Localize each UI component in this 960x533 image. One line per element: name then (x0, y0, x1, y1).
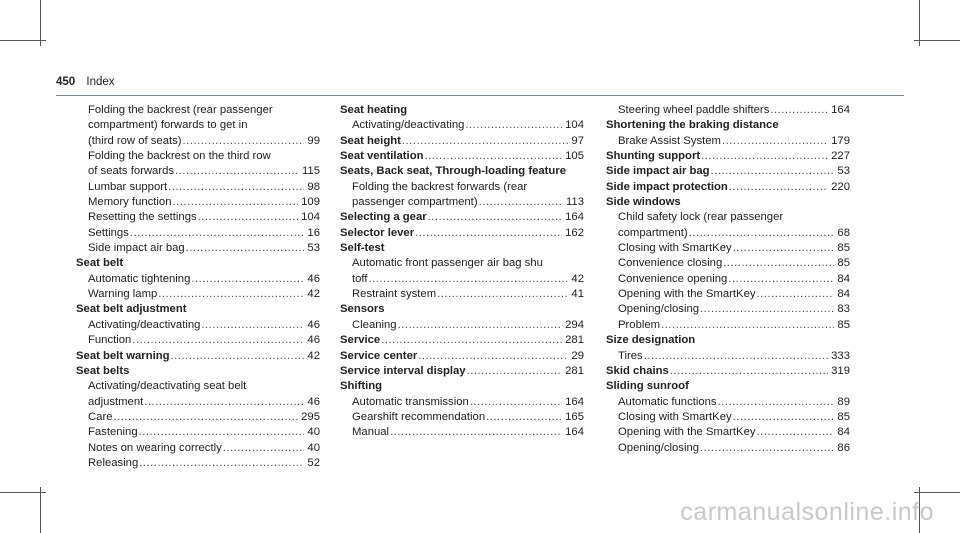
dot-leader (418, 349, 568, 364)
index-subentry (76, 226, 320, 241)
dot-leader (757, 425, 835, 440)
dot-leader (158, 287, 304, 302)
index-continuation: Folding the backrest (rear passenger (88, 104, 273, 116)
entry-label: Lumbar support (88, 180, 168, 193)
index-subentry (76, 180, 320, 195)
index-subentry (606, 134, 850, 149)
index-heading: Size designation (606, 334, 696, 347)
index-heading: Seat belt adjustment (76, 303, 187, 316)
dot-leader (132, 333, 304, 348)
entry-label: passenger compartment) (352, 196, 478, 209)
dot-leader (670, 364, 828, 379)
index-subentry (340, 318, 584, 333)
page-reference[interactable]: 89 (837, 395, 850, 408)
page-reference[interactable]: 165 (565, 410, 584, 423)
index-entry (606, 164, 850, 179)
index-subentry (340, 195, 584, 210)
index-entry (340, 134, 584, 149)
page-reference[interactable]: 42 (307, 288, 320, 301)
page-reference[interactable]: 281 (565, 334, 584, 347)
index-continuation: Folding the backrest forwards (rear (352, 180, 528, 193)
page-reference[interactable]: 16 (307, 226, 320, 239)
index-subentry (606, 318, 850, 333)
index-subentry (340, 287, 584, 302)
entry-label: Steering wheel paddle shifters (618, 104, 770, 116)
entry-label: Settings (88, 226, 129, 239)
index-subentry (76, 456, 320, 471)
index-subentry (76, 425, 320, 440)
entry-label: of seats forwards (88, 165, 175, 178)
dot-leader (425, 149, 563, 164)
index-subentry (76, 441, 320, 456)
page-reference[interactable]: 85 (837, 410, 850, 423)
entry-label: Convenience opening (618, 272, 728, 285)
index-subentry (606, 226, 850, 241)
page-reference[interactable]: 220 (831, 180, 850, 193)
page-reference[interactable]: 46 (307, 395, 320, 408)
page-reference[interactable]: 40 (307, 426, 320, 439)
watermark: carmanualsonline.info (680, 498, 934, 526)
entry-label: Opening with the SmartKey (618, 288, 756, 301)
index-subentry (76, 134, 320, 149)
entry-label: Resetting the settings (88, 211, 197, 224)
page-reference[interactable]: 41 (571, 288, 584, 301)
dot-leader (723, 256, 834, 271)
entry-label: Seat belt warning (76, 349, 170, 362)
index-entry (340, 333, 584, 348)
index-entry (340, 349, 584, 364)
page-number: 450 (56, 76, 76, 88)
dot-leader (722, 134, 828, 149)
dot-leader (201, 318, 304, 333)
crop-mark (914, 492, 960, 493)
page-reference[interactable]: 84 (837, 426, 850, 439)
entry-label: Care (88, 410, 113, 423)
entry-label: Function (88, 334, 132, 347)
index-subentry (340, 272, 584, 287)
page-reference[interactable]: 53 (837, 165, 850, 178)
dot-leader (415, 226, 562, 241)
dot-leader (718, 395, 835, 410)
index-heading: Side windows (606, 196, 681, 209)
dot-leader (700, 441, 834, 456)
dot-leader (369, 272, 569, 287)
index-continuation: Activating/deactivating seat belt (88, 380, 247, 393)
entry-label: Side impact protection (606, 180, 728, 193)
dot-leader (467, 364, 563, 379)
index-subentry (340, 118, 584, 133)
index-heading: Sensors (340, 303, 385, 316)
index-heading: Shortening the braking distance (606, 119, 779, 132)
index-column-3 (606, 103, 850, 456)
index-subentry (76, 318, 320, 333)
dot-leader (733, 241, 835, 256)
entry-label: Skid chains (606, 364, 669, 377)
index-subentry (606, 103, 850, 118)
entry-label: Selector lever (340, 226, 415, 239)
dot-leader (402, 134, 569, 149)
crop-mark (0, 492, 46, 493)
page-reference[interactable]: 83 (837, 303, 850, 316)
page-reference[interactable]: 333 (831, 349, 850, 362)
index-subentry (606, 395, 850, 410)
page-reference[interactable]: 115 (301, 165, 320, 178)
dot-leader (711, 164, 835, 179)
index-column-2 (340, 103, 584, 441)
dot-leader (130, 226, 305, 241)
page-reference[interactable]: 113 (565, 196, 584, 209)
dot-leader (183, 134, 305, 149)
index-heading: Self-test (340, 242, 385, 255)
index-subentry (606, 272, 850, 287)
entry-label: Releasing (88, 456, 139, 469)
dot-leader (398, 318, 563, 333)
entry-label: Fastening (88, 426, 138, 439)
dot-leader (223, 441, 305, 456)
page-reference[interactable]: 162 (565, 226, 584, 239)
index-heading: Seat belts (76, 364, 130, 377)
dot-leader (144, 395, 304, 410)
index-subentry (340, 395, 584, 410)
entry-label: Closing with SmartKey (618, 410, 732, 423)
dot-leader (168, 180, 304, 195)
entry-label: compartment) (618, 226, 688, 239)
entry-label: Problem (618, 318, 661, 331)
index-subentry (76, 272, 320, 287)
page-reference[interactable]: 97 (571, 134, 584, 147)
page-reference[interactable]: 42 (307, 349, 320, 362)
dot-leader (465, 118, 562, 133)
dot-leader (661, 318, 834, 333)
index-subentry (76, 287, 320, 302)
dot-leader (700, 302, 834, 317)
entry-label: Activating/deactivating (88, 318, 201, 331)
index-entry (340, 149, 584, 164)
index-subentry (76, 410, 320, 425)
entry-label: Side impact air bag (606, 165, 710, 178)
index-subentry (76, 241, 320, 256)
dot-leader (479, 195, 563, 210)
dot-leader (701, 149, 828, 164)
index-entry (606, 364, 850, 379)
entry-label: adjustment (88, 395, 144, 408)
dot-leader (728, 272, 834, 287)
index-subentry (606, 287, 850, 302)
dot-leader (139, 456, 304, 471)
entry-label: Automatic tightening (88, 272, 191, 285)
dot-leader (486, 410, 562, 425)
index-heading: Shifting (340, 380, 383, 393)
page-reference[interactable]: 46 (307, 318, 320, 331)
page-reference[interactable]: 84 (837, 288, 850, 301)
page-reference[interactable]: 85 (837, 318, 850, 331)
index-subentry (606, 256, 850, 271)
page-reference[interactable]: 53 (307, 242, 320, 255)
entry-label: Opening/closing (618, 303, 700, 316)
index-entry (606, 149, 850, 164)
dot-leader (428, 210, 562, 225)
entry-label: Side impact air bag (88, 242, 185, 255)
page-reference[interactable]: 99 (307, 134, 320, 147)
page-reference[interactable]: 46 (307, 272, 320, 285)
page-reference[interactable]: 105 (565, 150, 584, 163)
page-reference[interactable]: 179 (831, 134, 850, 147)
page-reference[interactable]: 84 (837, 272, 850, 285)
dot-leader (470, 395, 562, 410)
index-entry (340, 210, 584, 225)
index-entry (340, 226, 584, 241)
page-reference[interactable]: 85 (837, 242, 850, 255)
index-continuation: Automatic front passenger air bag shu (352, 257, 543, 270)
entry-label: Automatic transmission (352, 395, 469, 408)
dot-leader (390, 425, 562, 440)
page-header (56, 76, 115, 88)
dot-leader (437, 287, 568, 302)
page-reference[interactable]: 85 (837, 257, 850, 270)
index-entry (340, 364, 584, 379)
index-subentry (606, 302, 850, 317)
page-reference[interactable]: 164 (831, 104, 850, 116)
index-subentry (606, 349, 850, 364)
index-heading-label: Seats, (340, 165, 374, 178)
dot-leader (173, 195, 299, 210)
entry-label: toff (352, 272, 368, 285)
dot-leader (191, 272, 304, 287)
dot-leader (644, 349, 828, 364)
entry-label: Automatic functions (618, 395, 717, 408)
dot-leader (198, 210, 299, 225)
dot-leader (381, 333, 562, 348)
index-heading: Seat belt (76, 257, 124, 270)
entry-label: Closing with SmartKey (618, 242, 732, 255)
dot-leader (114, 410, 299, 425)
entry-label: (third row of seats) (88, 134, 182, 147)
dot-leader (171, 349, 305, 364)
index-subentry (76, 210, 320, 225)
index-entry (76, 349, 320, 364)
entry-label: Cleaning (352, 318, 397, 331)
page-reference[interactable]: 227 (831, 150, 850, 163)
crop-mark (914, 40, 960, 41)
entry-label: Notes on wearing correctly (88, 441, 222, 454)
dot-leader (729, 180, 828, 195)
entry-label: Seat height (340, 134, 401, 147)
entry-label: Manual (352, 426, 390, 439)
dot-leader (770, 103, 828, 118)
page-reference[interactable]: 295 (301, 410, 320, 423)
index-heading-subtopics: Back seat, Through-loading feature (373, 165, 567, 178)
page-reference[interactable]: 42 (571, 272, 584, 285)
dot-leader (733, 410, 835, 425)
index-subentry (606, 241, 850, 256)
page-reference[interactable]: 164 (565, 395, 584, 408)
index-entry (606, 180, 850, 195)
entry-label: Seat ventilation (340, 150, 424, 163)
dot-leader (139, 425, 305, 440)
page-reference[interactable]: 164 (565, 211, 584, 224)
index-continuation: Folding the backrest on the third row (88, 150, 271, 163)
dot-leader (175, 164, 299, 179)
entry-label: Tires (618, 349, 643, 362)
page-reference[interactable]: 98 (307, 180, 320, 193)
index-subentry (76, 333, 320, 348)
page-reference[interactable]: 104 (565, 119, 584, 132)
index-subentry (340, 410, 584, 425)
entry-label: Memory function (88, 196, 172, 209)
index-heading: Sliding sunroof (606, 380, 689, 393)
page-reference[interactable]: 104 (301, 211, 320, 224)
dot-leader (186, 241, 305, 256)
page-reference[interactable]: 40 (307, 441, 320, 454)
page-reference[interactable]: 294 (565, 318, 584, 331)
entry-label: Gearshift recommendation (352, 410, 486, 423)
dot-leader (689, 226, 835, 241)
page-reference[interactable]: 86 (837, 441, 850, 454)
entry-label: Service center (340, 349, 418, 362)
index-subentry (76, 395, 320, 410)
page-reference[interactable]: 281 (565, 364, 584, 377)
index-heading: Seat heating (340, 104, 408, 116)
page-reference[interactable]: 68 (837, 226, 850, 239)
index-subentry (340, 425, 584, 440)
dot-leader (757, 287, 835, 302)
crop-mark (0, 40, 46, 41)
crop-mark (40, 487, 41, 533)
page-reference[interactable]: 164 (565, 426, 584, 439)
index-continuation: compartment) forwards to get in (88, 119, 248, 132)
header-rule (56, 95, 904, 96)
index-subentry (606, 410, 850, 425)
index-heading (340, 164, 584, 179)
section-title: Index (86, 76, 115, 88)
index-subentry (606, 441, 850, 456)
entry-label: Service (340, 334, 381, 347)
entry-label: Brake Assist System (618, 134, 721, 147)
page-reference[interactable]: 52 (307, 456, 320, 469)
entry-label: Service interval display (340, 364, 466, 377)
entry-label: Opening with the SmartKey (618, 426, 756, 439)
page-reference[interactable]: 29 (571, 349, 584, 362)
page-reference[interactable]: 319 (831, 364, 850, 377)
index-subentry (606, 425, 850, 440)
index-subentry (76, 164, 320, 179)
entry-label: Selecting a gear (340, 211, 427, 224)
index-subentry (76, 195, 320, 210)
entry-label: Restraint system (352, 288, 437, 301)
entry-label: Warning lamp (88, 288, 158, 301)
entry-label: Shunting support (606, 150, 701, 163)
page-reference[interactable]: 46 (307, 334, 320, 347)
entry-label: Activating/deactivating (352, 119, 465, 132)
page-reference[interactable]: 109 (301, 196, 320, 209)
index-column-1 (76, 103, 320, 471)
index-continuation: Child safety lock (rear passenger (618, 211, 784, 224)
entry-label: Convenience closing (618, 257, 723, 270)
entry-label: Opening/closing (618, 441, 700, 454)
